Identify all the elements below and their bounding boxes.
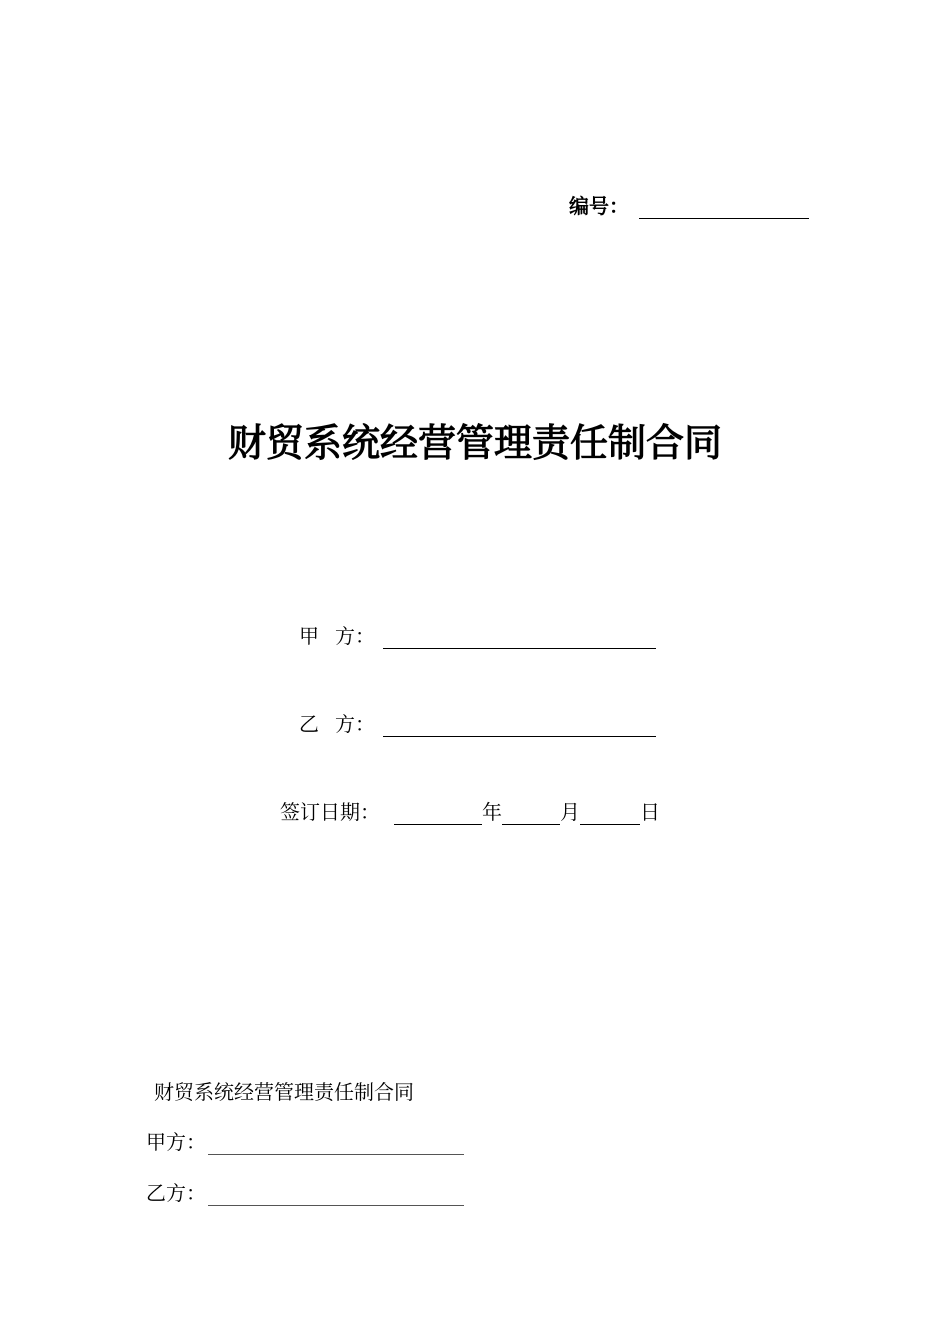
cover-party-a-line (299, 620, 656, 649)
body-party-b-label: 乙方： (146, 1181, 206, 1205)
cover-party-a-label-suffix: 方： (335, 624, 375, 648)
serial-number-label: 编号： (569, 194, 629, 218)
document-title: 财贸系统经营管理责任制合同 (227, 421, 722, 465)
cover-party-b-label-suffix: 方： (335, 712, 375, 736)
body-party-a-line (146, 1126, 464, 1155)
serial-number-blank[interactable] (639, 194, 809, 219)
month-label: 月 (560, 800, 580, 824)
cover-party-b-label-char: 乙 (299, 712, 319, 736)
body-title: 财贸系统经营管理责任制合同 (154, 1080, 414, 1104)
signing-date-label: 签订日期： (280, 800, 380, 824)
cover-party-a-blank[interactable] (383, 626, 656, 649)
body-party-b-line (146, 1177, 464, 1206)
body-party-a-label: 甲方： (146, 1130, 206, 1154)
year-blank[interactable] (394, 802, 482, 825)
cover-party-b-line (299, 708, 656, 737)
cover-party-a-label-char: 甲 (299, 624, 319, 648)
day-label: 日 (640, 800, 660, 824)
cover-party-b-blank[interactable] (383, 714, 656, 737)
body-party-b-blank[interactable] (208, 1183, 464, 1206)
month-blank[interactable] (502, 802, 560, 825)
serial-number-line (569, 190, 809, 219)
year-label: 年 (482, 800, 502, 824)
signing-date-line (280, 796, 660, 825)
body-party-a-blank[interactable] (208, 1132, 464, 1155)
day-blank[interactable] (580, 802, 640, 825)
